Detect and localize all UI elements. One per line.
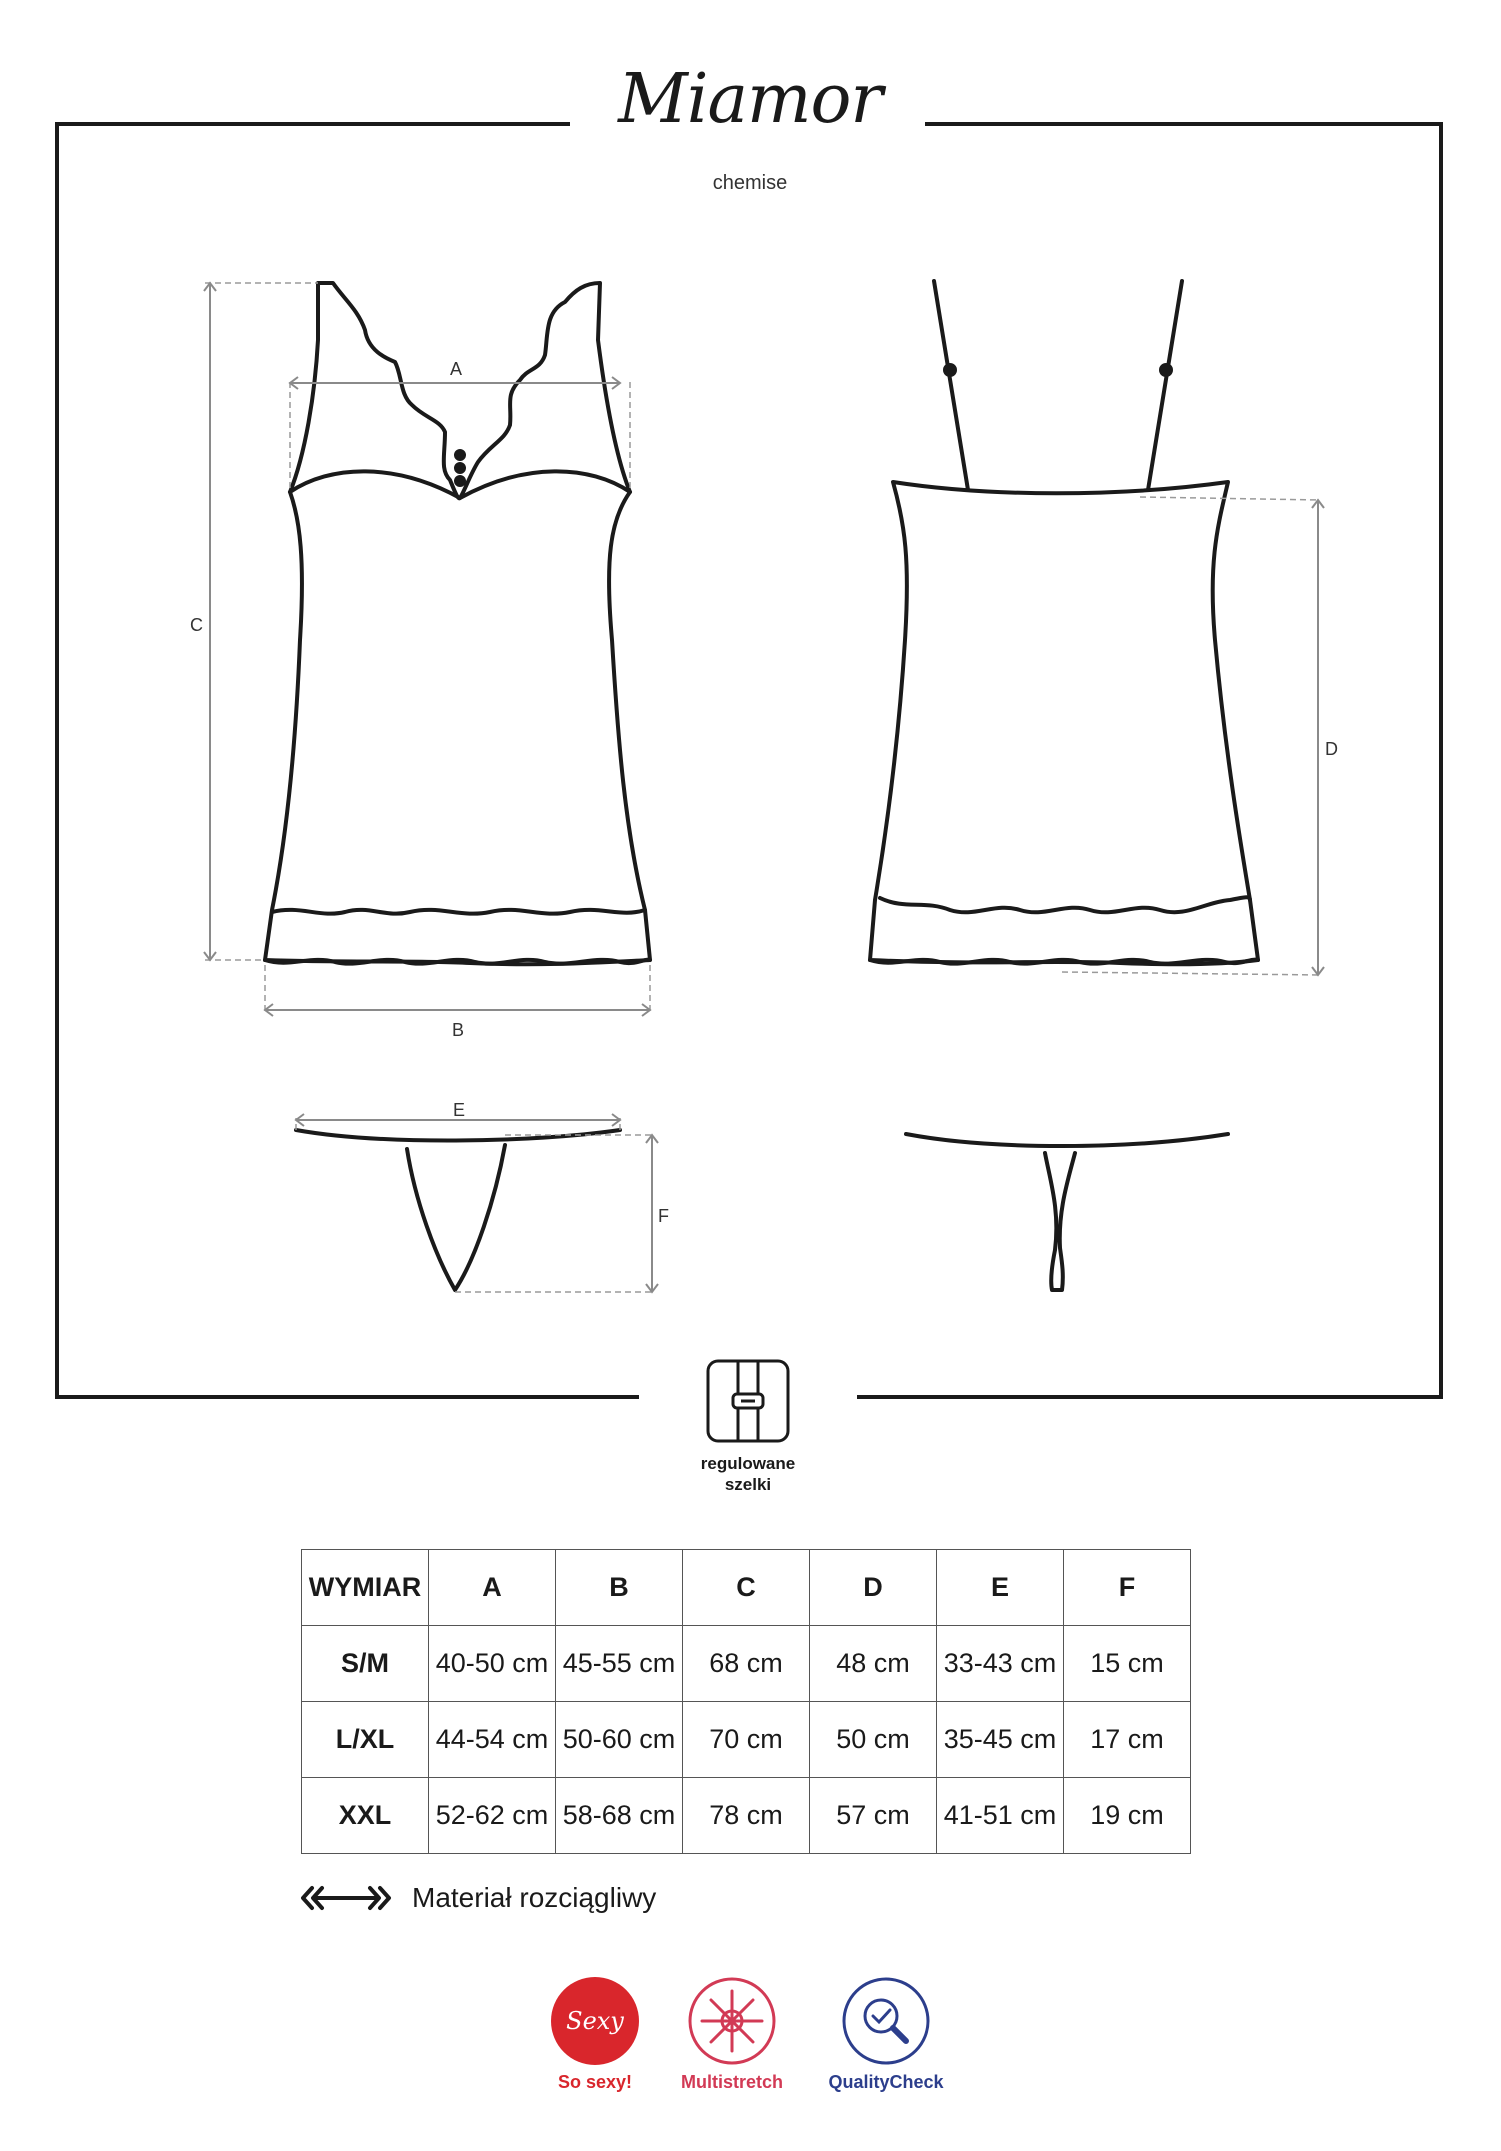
size-header-cell: B [556,1550,683,1626]
front-chemise-outline [265,283,650,964]
table-cell: 41-51 cm [937,1778,1064,1854]
table-cell: 78 cm [683,1778,810,1854]
dimension-c-label: C [190,615,203,635]
table-cell: 57 cm [810,1778,937,1854]
stretch-note-text: Materiał rozciągliwy [412,1882,657,1913]
adjustable-strap-icon [705,1358,791,1444]
dimension-guides [205,283,1320,1292]
size-header-cell: C [683,1550,810,1626]
front-thong-waistband [296,1130,620,1141]
multistretch-icon [684,1973,780,2069]
dimension-e-label: E [453,1100,466,1120]
feature-label-line2: szelki [724,1475,772,1494]
size-table-header-row [302,1550,1191,1626]
badge-label-quality: QualityCheck [828,2072,944,2092]
dimension-d-label: D [1325,739,1338,759]
back-thong-body [1045,1153,1075,1290]
sexy-badge-icon [547,1973,643,2069]
quality-check-icon [838,1973,934,2069]
frame-border-bottom-right [857,1395,1443,1399]
brand-logo: Miamor [618,60,882,139]
table-cell: 45-55 cm [556,1626,683,1702]
badge-label-multistretch: Multistretch [680,2072,783,2092]
size-label-cell: S/M [302,1626,429,1702]
table-cell: 48 cm [810,1626,937,1702]
badge-label-sexy: So sexy! [557,2072,633,2092]
table-row [302,1778,1191,1854]
table-cell: 33-43 cm [937,1626,1064,1702]
size-header-cell: D [810,1550,937,1626]
table-row [302,1702,1191,1778]
size-header-cell: WYMIAR [302,1550,429,1626]
back-strap-right [1148,281,1182,490]
table-row [302,1626,1191,1702]
table-cell: 15 cm [1064,1626,1191,1702]
size-header-cell: A [429,1550,556,1626]
product-subtitle: chemise [712,172,788,194]
back-strap-left [934,281,968,490]
size-label-cell: XXL [302,1778,429,1854]
frame-border-bottom-left [55,1395,639,1399]
table-cell: 58-68 cm [556,1778,683,1854]
feature-label [640,1453,856,1495]
table-cell: 17 cm [1064,1702,1191,1778]
table-cell: 35-45 cm [937,1702,1064,1778]
size-header-cell: E [937,1550,1064,1626]
back-thong-waistband [906,1134,1228,1146]
table-cell: 50-60 cm [556,1702,683,1778]
table-cell: 68 cm [683,1626,810,1702]
table-cell: 70 cm [683,1702,810,1778]
back-chemise-outline [870,482,1258,964]
table-cell: 50 cm [810,1702,937,1778]
front-lace-line [272,910,645,914]
table-cell: 19 cm [1064,1778,1191,1854]
back-lace-line [880,897,1250,912]
table-cell: 44-54 cm [429,1702,556,1778]
front-thong-body [407,1145,505,1290]
dimension-b-label: B [452,1020,465,1040]
size-header-cell: F [1064,1550,1191,1626]
sexy-badge-icon-text: Sexy [566,2007,624,2035]
size-table [301,1549,1191,1854]
table-cell: 52-62 cm [429,1778,556,1854]
dimension-f-label: F [658,1206,669,1226]
dimension-a-label: A [450,359,463,379]
double-arrow-icon [300,1884,392,1912]
size-label-cell: L/XL [302,1702,429,1778]
feature-label-line1: regulowane [700,1454,796,1473]
table-cell: 40-50 cm [429,1626,556,1702]
